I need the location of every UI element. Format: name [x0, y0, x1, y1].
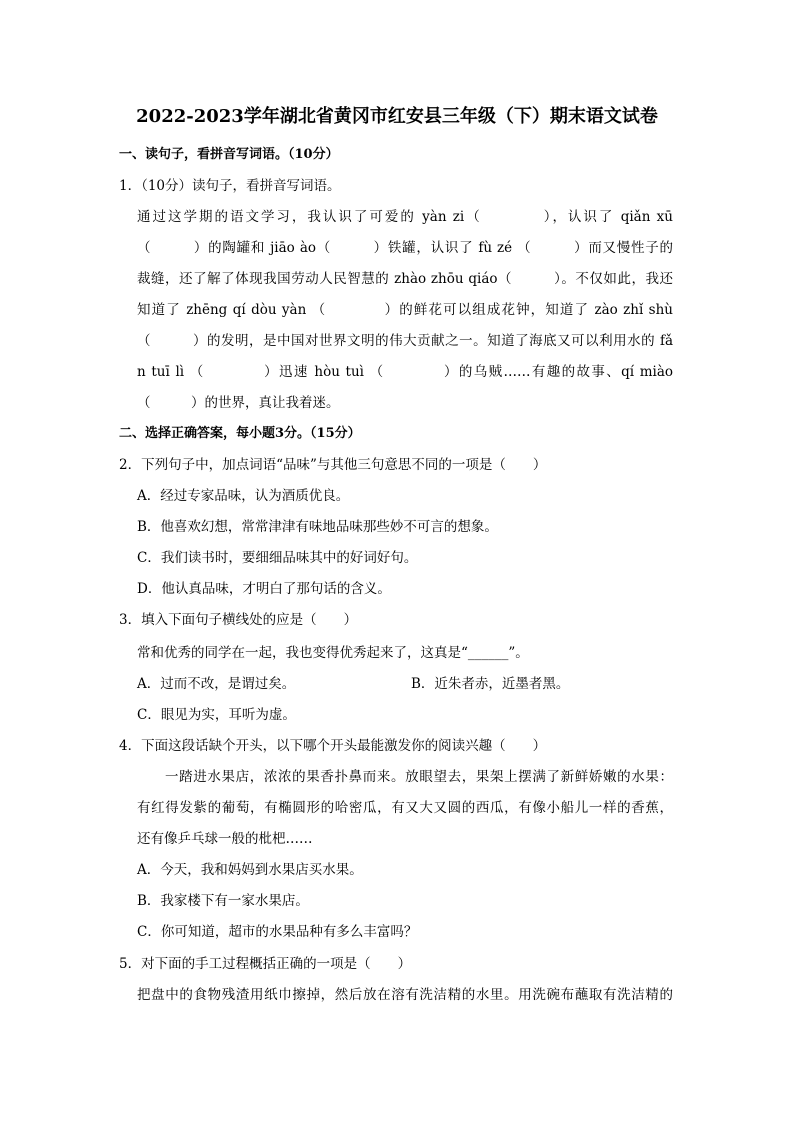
section-2-heading: 二、选择正确答案，每小题3分。（15分）	[119, 426, 361, 441]
question-4-passage-line-2: 有红得发紫的葡萄，有椭圆形的哈密瓜，有又大又圆的西瓜，有像小船儿一样的香蕉，	[137, 800, 673, 816]
question-3-option-c: C．眼见为实，耳听为虚。	[137, 707, 296, 723]
question-5-line-1: 把盘中的食物残渣用纸巾擦掉，然后放在溶有洗洁精的水里。用洗碗布蘸取有洗洁精的	[137, 987, 673, 1003]
question-5-stem: 5．对下面的手工过程概括正确的一项是（ ）	[119, 956, 412, 972]
page-title: 2022-2023学年湖北省黄冈市红安县三年级（下）期末语文试卷	[136, 106, 658, 127]
question-1-line-7: （ ）的世界，真让我着迷。	[137, 395, 340, 411]
question-2-option-a: A．经过专家品味，认为酒质优良。	[137, 488, 350, 504]
section-1-heading: 一、读句子，看拼音写词语。（10分）	[119, 147, 339, 162]
question-1-line-1: 通过这学期的语文学习，我认识了可爱的 yàn zi（ ），认识了 qiǎn xū	[137, 209, 673, 225]
question-1-stem: 1．（10分）读句子，看拼音写词语。	[119, 178, 341, 194]
question-4-passage-line-3: 还有像乒乓球一般的枇杷……	[137, 831, 313, 847]
question-1-line-4: 知道了 zhēng qí dòu yàn （ ）的鲜花可以组成花钟，知道了 zào zhǐ shù	[137, 302, 673, 318]
question-3-stem: 3．填入下面句子横线处的应是（ ）	[119, 612, 358, 628]
question-4-option-c: C．你可知道，超市的水果品种有多么丰富吗？	[137, 924, 418, 940]
question-1-line-3: 裁缝，还了解了体现我国劳动人民智慧的 zhào zhōu qiáo（ ）。不仅如此，我还	[137, 271, 673, 287]
question-1-line-5: （ ）的发明，是中国对世界文明的伟大贡献之一。知道了海底又可以利用水的 fǎ	[137, 333, 673, 349]
question-4-option-a: A．今天，我和妈妈到水果店买水果。	[137, 862, 363, 878]
question-4-option-b: B．我家楼下有一家水果店。	[137, 893, 309, 909]
question-2-option-c: C．我们读书时，要细细品味其中的好词好句。	[137, 550, 418, 566]
question-2-stem: 2．下列句子中，加点词语“品味”与其他三句意思不同的一项是（ ）	[119, 457, 547, 473]
question-3-option-b: B．近朱者赤，近墨者黑。	[411, 676, 570, 692]
question-4-stem: 4．下面这段话缺个开头，以下哪个开头最能激发你的阅读兴趣（ ）	[119, 738, 547, 754]
question-4-passage-line-1: 一踏进水果店，浓浓的果香扑鼻而来。放眼望去，果架上摆满了新鲜娇嫩的水果：	[165, 769, 673, 785]
question-2-option-d: D．他认真品味，才明白了那句话的含义。	[137, 581, 391, 597]
question-3-sentence: 常和优秀的同学在一起，我也变得优秀起来了，这真是“______”。	[137, 645, 529, 661]
question-1-line-2: （ ）的陶罐和 jiāo ào（ ）铁罐，认识了 fù zé （ ）而又慢性子的	[137, 240, 673, 256]
question-1-line-6: n tuī lì （ ）迅速 hòu tuì （ ）的乌贼……有趣的故事、qí miào	[137, 364, 673, 380]
question-2-option-b: B．他喜欢幻想，常常津津有味地品味那些妙不可言的想象。	[137, 519, 498, 535]
question-3-option-a: A．过而不改，是谓过矣。	[137, 676, 296, 692]
